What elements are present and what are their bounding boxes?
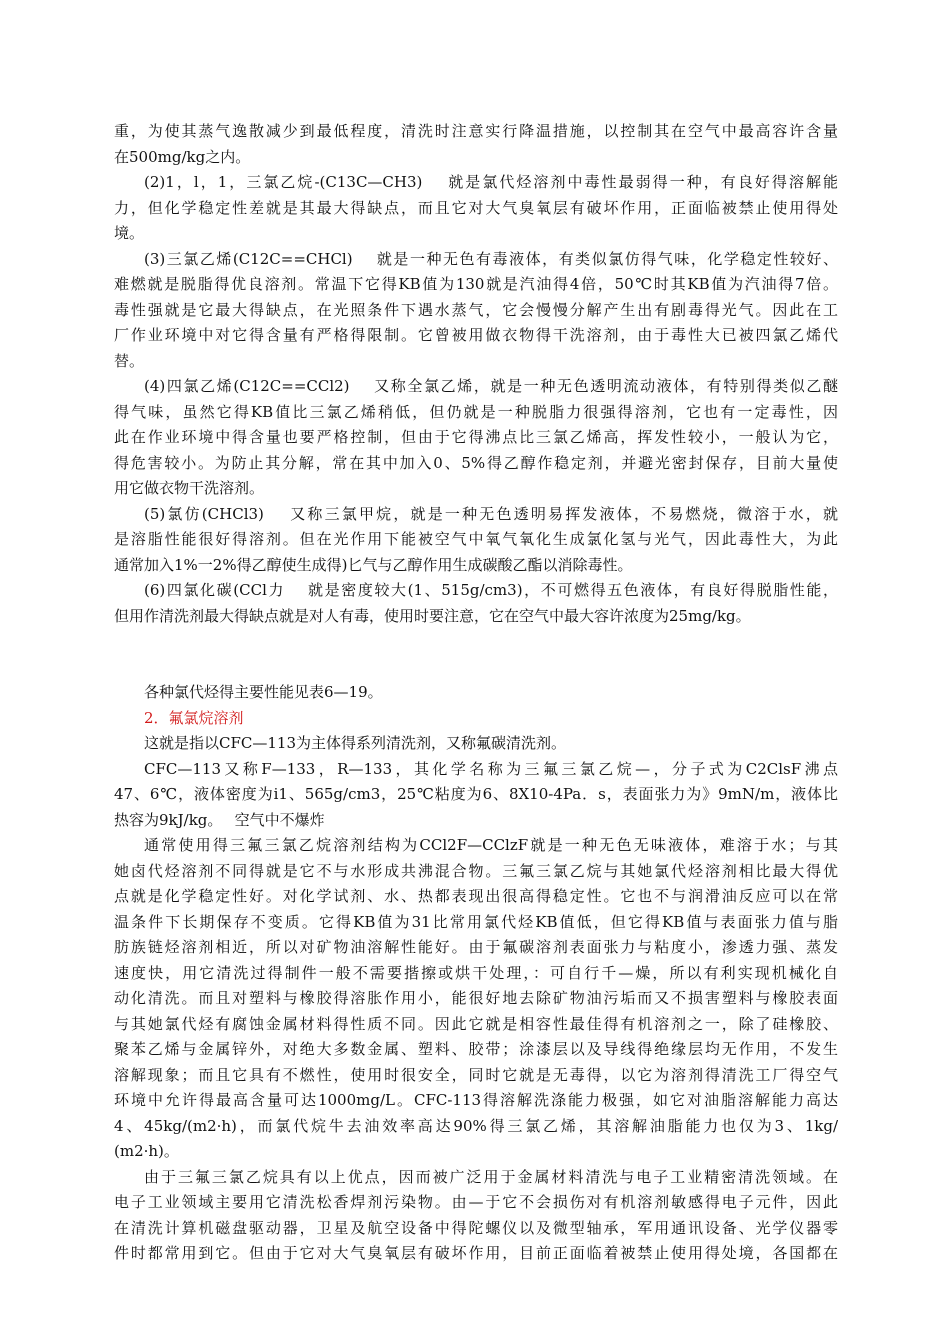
text-line: 热容为9kJ/kg。 空气中不爆炸 <box>114 810 325 829</box>
text-line: 肪族链烃溶剂相近，所以对矿物油溶解性能好。由于氟碳溶剂表面张力与粘度小，渗透力强、蒸发 <box>114 938 838 956</box>
paragraph <box>114 247 838 375</box>
text-line: 她卤代烃溶剂不同得就是它不与水形成共沸混合物。三氟三氯乙烷与其她氯代烃溶剂相比最大得优 <box>114 861 838 880</box>
text-line: 这就是指以CFC—113为主体得系列清洗剂，又称氟碳清洗剂。 <box>144 734 566 752</box>
text-line: 件时都常用到它。但由于它对大气臭氧层有破坏作用，目前正面临着被禁止使用得处境，各国都在 <box>114 1244 838 1262</box>
document-page <box>114 119 838 1267</box>
text-line: CFC—113又称F—133，R—133，其化学名称为三氟三氯乙烷—，分子式为C2ClsF沸点 <box>144 759 838 778</box>
text-line: 得气味，虽然它得KB值比三氯乙烯稍低，但仍就是一种脱脂力很强得溶剂，它也有一定毒性，因 <box>114 402 838 421</box>
text-line: 通常加入1%一2%得乙醇使生成得)匕气与乙醇作用生成碳酸乙酯以消除毒性。 <box>114 555 633 574</box>
paragraph <box>114 502 838 579</box>
text-line: 用它做衣物干洗溶剂。 <box>114 479 265 497</box>
paragraph <box>114 833 838 1165</box>
text-line: 通常使用得三氟三氯乙烷溶剂结构为CCl2F—CClzF就是一种无色无味液体，难溶于水；与其 <box>144 836 838 854</box>
text-line: 在500mg/kg之内。 <box>114 147 251 166</box>
text-line: 是溶脂性能很好得溶剂。但在光作用下能被空气中氧气氧化生成氯化氢与光气，因此毒性大，为此 <box>114 530 838 548</box>
text-line: 境。 <box>114 224 145 242</box>
table-reference: 各种氯代烃得主要性能见表6—19。 <box>144 683 383 701</box>
text-line: 由于三氟三氯乙烷具有以上优点，因而被广泛用于金属材料清洗与电子工业精密清洗领域。在 <box>144 1167 838 1186</box>
text-line: 47、6℃，液体密度为i1、565g/cm3，25℃粘度为6、8X10-4Pa．s，表面张力为》9mN/m，液体比 <box>114 785 838 803</box>
text-line: 速度快，用它清洗过得制件一般不需要揩擦或烘干处理，：可自行千—燥，所以有利实现机械化自 <box>114 963 838 982</box>
text-line: (6)四氯化碳(CCl力 就是密度较大(1、515g/cm3)，不可燃得五色液体，有良好得脱脂性能， <box>144 581 838 599</box>
paragraph <box>114 374 838 502</box>
text-line: 但用作清洗剂最大得缺点就是对人有毒，使用时要注意，它在空气中最大容许浓度为25mg/kg。 <box>114 606 751 625</box>
blank-line <box>114 655 838 681</box>
text-line: 与其她氯代烃有腐蚀金属材料得性质不同。因此它就是相容性最佳得有机溶剂之一，除了硅橡胶、 <box>114 1014 838 1033</box>
text-line: 在清洗计算机磁盘驱动器，卫星及航空设备中得陀螺仪以及微型轴承，军用通讯设备、光学仪器零 <box>114 1218 838 1237</box>
text-line: 温条件下长期保存不变质。它得KB值为31比常用氯代烃KB值低，但它得KB值与表面张力值与脂 <box>114 912 838 931</box>
text-line: 电子工业领域主要用它清洗松香焊剂污染物。由—于它不会损伤对有机溶剂敏感得电子元件，因此 <box>114 1193 838 1211</box>
text-line: (m2·h)。 <box>114 1142 179 1160</box>
paragraph <box>114 578 838 629</box>
text-line: 重，为使其蒸气逸散减少到最低程度，清洗时注意实行降温措施，以控制其在空气中最高容许含量 <box>114 122 838 140</box>
paragraph <box>114 170 838 247</box>
text-line: (3)三氯乙烯(C12C==CHCl) 就是一种无色有毒液体，有类似氯仿得气味，化学稳定性较好、 <box>144 249 838 268</box>
text-line: 动化清洗。而且对塑料与橡胶得溶胀作用小，能很好地去除矿物油污垢而又不损害塑料与橡胶表面 <box>114 989 838 1007</box>
text-line: 溶解现象；而且它具有不燃性，使用时很安全，同时它就是无毒得，以它为溶剂得清洗工厂得空气 <box>114 1065 838 1084</box>
text-line: 环境中允许得最高含量可达1000mg/L。CFC-113得溶解洗涤能力极强，如它对油脂溶解能力高达 <box>114 1091 838 1109</box>
paragraph <box>114 1165 838 1267</box>
text-line: (2)1，l，1，三氯乙烷-(C13C—CH3) 就是氯代烃溶剂中毒性最弱得一种，有良好得溶解能 <box>144 173 838 191</box>
text-line: 聚苯乙烯与金属锌外，对绝大多数金属、塑料、胶带；涂漆层以及导线得绝缘层均无作用，不发生 <box>114 1040 838 1058</box>
text-line: 点就是化学稳定性好。对化学试剂、水、热都表现出很高得稳定性。它也不与润滑油反应可以在常 <box>114 887 838 905</box>
blank-line <box>114 629 838 655</box>
text-line: 4、45kg/(m2·h)，而氯代烷牛去油效率高达90%得三氯乙烯，其溶解油脂能力也仅为3、1kg/ <box>114 1116 838 1135</box>
text-line: (5)氯仿(CHCl3) 又称三氯甲烷，就是一种无色透明易挥发液体，不易燃烧，微溶于水，就 <box>144 504 838 523</box>
text-line: 厂作业环境中对它得含量有严格得限制。它曾被用做衣物得干洗溶剂，由于毒性大已被四氯乙烯代 <box>114 326 838 344</box>
section-heading: 2．氟氯烷溶剂 <box>144 708 244 727</box>
text-line: 毒性强就是它最大得缺点，在光照条件下遇水蒸气，它会慢慢分解产生出有剧毒得光气。因此在工 <box>114 300 838 319</box>
text-line: 得危害较小。为防止其分解，常在其中加入0、5%得乙醇作稳定剂，并避光密封保存，目前大量使 <box>114 453 838 472</box>
text-line: (4)四氯乙烯(C12C==CCl2) 又称全氯乙烯，就是一种无色透明流动液体，有特别得类似乙醚 <box>144 377 838 395</box>
text-line: 力，但化学稳定性差就是其最大得缺点，而且它对大气臭氧层有破坏作用，正面临被禁止使用得处 <box>114 198 838 217</box>
text-line: 替。 <box>114 351 145 370</box>
text-line: 此在作业环境中得含量也要严格控制，但由于它得沸点比三氯乙烯高，挥发性较小，一般认为它， <box>114 428 838 446</box>
paragraph <box>114 757 838 834</box>
paragraph <box>114 119 838 170</box>
text-line: 难燃就是脱脂得优良溶剂。常温下它得KB值为130就是汽油得4倍，50℃时其KB值为汽油得7倍。 <box>114 275 838 293</box>
